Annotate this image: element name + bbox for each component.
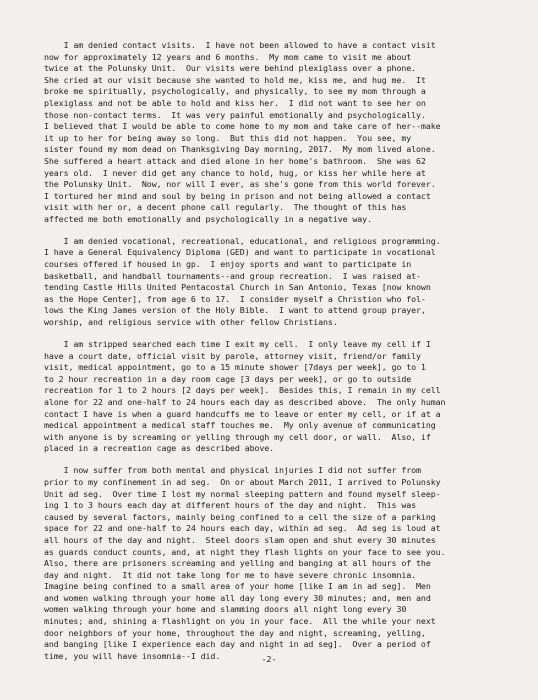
text-line: I tortured her mind and soul by being in prison and not being allowed a contact	[44, 190, 431, 201]
text-line: minutes; and, shining a flashlight on you in your face. All the while your next	[44, 616, 436, 627]
text-line: now for approximately 12 years and 6 months. My mom came to visit me about	[44, 51, 412, 62]
text-line: those non-contact terms. It was very painful emotionally and psychologically.	[44, 109, 426, 120]
text-line: alone for 22 and one-half to 24 hours each day as described above. The only human	[44, 397, 446, 407]
text-line: as guards conduct counts, and, at night they flash lights on your face to see you.	[44, 546, 446, 557]
text-line: I believed that I would be able to come home to my mom and take care of her--make	[44, 121, 441, 132]
text-line: and women walking through your home all day long every 30 minutes; and, men and	[44, 592, 431, 603]
text-line: Also, there are prisoners screaming and yelling and banging at all hours of the	[44, 558, 431, 569]
text-line: ing 1 to 3 hours each day at different hours of the day and night. This was	[44, 500, 417, 511]
text-line: I have a General Equivalency Diploma (GED) and want to participate in vocational	[44, 247, 436, 258]
text-line: have a court date, official visit by parole, attorney visit, friend/or family	[44, 350, 421, 361]
text-line: day and night. It did not take long for me to have severe chronic insomnia.	[44, 569, 417, 580]
text-line: She cried at our visit because she wanted to hold me, kiss me, and hug me. It	[44, 74, 426, 85]
paragraph-contact-visits	[44, 40, 518, 226]
text-line: I am denied vocational, recreational, educational, and religious programming.	[44, 235, 441, 246]
text-line: plexiglass and not be able to hold and kiss her. I did not want to see her on	[44, 97, 426, 108]
text-line: broke me spiritually, psychologically, and physically, to see my mom through a	[44, 86, 426, 97]
page-number: -2-	[261, 654, 277, 664]
text-line: twice at the Polunsky Unit. Our visits were behind plexiglass over a phone.	[44, 63, 417, 74]
text-line: the Polunsky Unit. Now, nor will I ever, as she's gone from this world forever.	[44, 179, 436, 190]
paragraph-strip-searches	[44, 339, 518, 455]
text-line: placed in a recreation cage as described above.	[44, 443, 275, 454]
text-line: contact I have is when a guard handcuffs me to leave or enter my cell, or if at a	[44, 408, 441, 419]
text-line: space for 22 and one-half to 24 hours each day, within ad seg. Ad seg is loud at	[44, 523, 441, 534]
text-line: affected me both emotionally and psychologically in a negative way.	[44, 213, 372, 224]
paragraph-programming	[44, 236, 518, 329]
text-line: prior to my confinement in ad seg. On or about March 2011, I arrived to Polunsky	[44, 476, 441, 487]
text-line: Imagine being confined to a small area of your home [like I am in ad seg]. Men	[44, 581, 431, 592]
text-line: courses offered if housed in gp. I enjoy sports and want to participate in	[44, 259, 412, 270]
text-line: to 2 hour recreation in a day room cage [3 days per week], or go to outside	[44, 373, 412, 384]
text-line: sister found my mom dead on Thanksgiving Day morning, 2017. My mom lived alone.	[44, 144, 436, 155]
text-line: with anyone is by screaming or yelling through my cell door, or wall. Also, if	[44, 431, 431, 442]
text-line: Unit ad seg. Over time I lost my normal sleeping pattern and found myself sleep-	[44, 488, 441, 499]
text-line: tending Castle Hills United Pentacostal Church in San Antonio, Texas [now known	[44, 282, 431, 293]
text-line: medical appointment a medical staff touches me. My only avenue of communicating	[44, 420, 436, 431]
text-line: it up to her for being away so long. But this did not happen. You see, my	[44, 132, 412, 143]
paragraph-injuries	[44, 465, 518, 662]
text-line: lows the King James version of the Holy Bible. I want to attend group prayer,	[44, 305, 426, 316]
text-line: worship, and religious service with other fellow Christians.	[44, 317, 338, 328]
text-line: door neighbors of your home, throughout the day and night, screaming, yelling,	[44, 627, 426, 638]
text-line: women walking through your home and slamming doors all night long every 30	[44, 604, 407, 615]
text-line: basketball, and handball tournaments--and group recreation. I was raised at-	[44, 270, 421, 281]
text-line: caused by several factors, mainly being confined to a cell the size of a parking	[44, 511, 436, 522]
text-line: I am stripped searched each time I exit my cell. I only leave my cell if I	[44, 339, 431, 350]
text-line: I now suffer from both mental and physical injuries I did not suffer from	[44, 465, 421, 476]
text-line: and banging [like I experience each day and night in ad seg]. Over a period of	[44, 639, 431, 650]
text-line: visit, medical appointment, go to a 15 minute shower [7days per week], go to 1	[44, 362, 426, 373]
text-line: time, you will have insomnia--I did.	[44, 650, 221, 661]
text-line: I am denied contact visits. I have not been allowed to have a contact visit	[44, 40, 436, 50]
text-line: all hours of the day and night. Steel doors slam open and shut every 30 minutes	[44, 534, 436, 545]
text-line: years old. I never did get any chance to hold, hug, or kiss her while here at	[44, 167, 426, 178]
text-line: as the Hope Center], from age 6 to 17. I consider myself a Christion who fol-	[44, 293, 426, 304]
text-line: recreation for 1 to 2 hours [2 days per week]. Besides this, I remain in my cell	[44, 385, 441, 396]
text-line: visit with her or, a decent phone call regularly. The thought of this has	[44, 202, 407, 213]
text-line: She suffered a heart attack and died alone in her home's bathroom. She was 62	[44, 155, 426, 166]
